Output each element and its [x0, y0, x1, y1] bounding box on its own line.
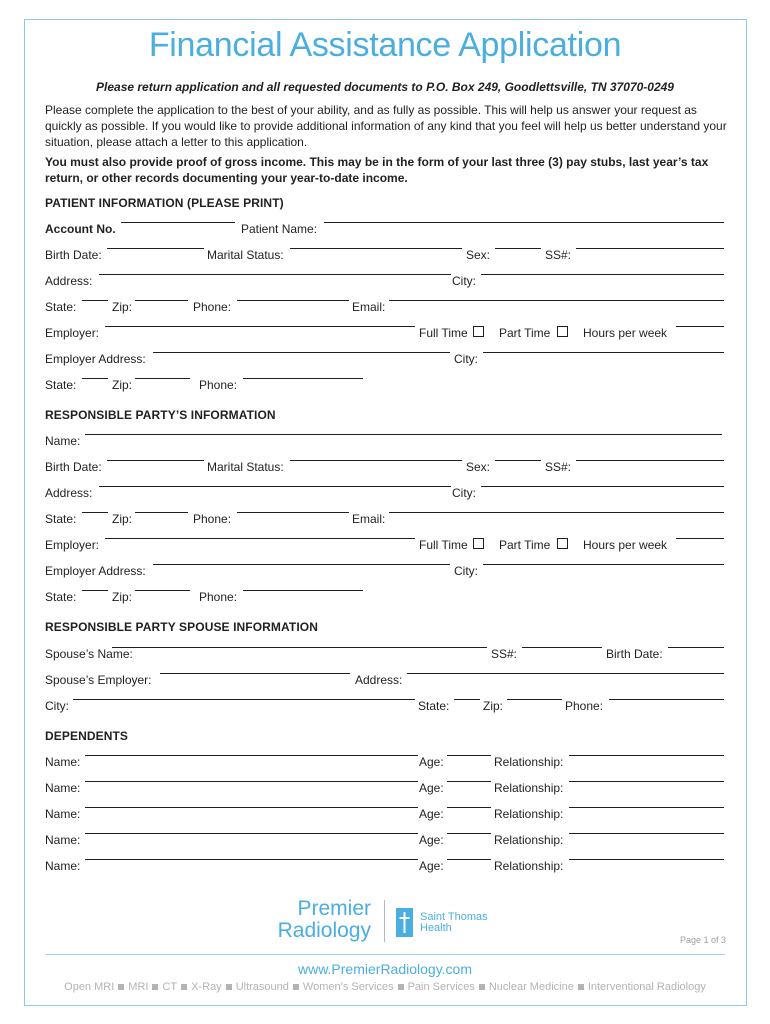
spouse-row-name [45, 647, 725, 663]
rp-birth-date-field[interactable] [107, 460, 204, 461]
spouse-address-field[interactable] [407, 673, 724, 674]
rp-name-field[interactable] [85, 434, 722, 435]
service-item: Women’s Services [302, 981, 394, 993]
rp-address-label: Address: [45, 486, 93, 500]
employer-address-label: Employer Address: [45, 352, 146, 366]
ss-field[interactable] [576, 248, 724, 249]
rp-employer-city-field[interactable] [483, 564, 724, 565]
spouse-row-employer [45, 673, 725, 689]
rp-employer-address-field[interactable] [153, 564, 450, 565]
rp-row-employer [45, 538, 725, 554]
square-bullet-icon [226, 984, 232, 990]
employer-zip-field[interactable] [135, 378, 190, 379]
rp-phone-label: Phone: [193, 512, 232, 526]
spouse-city-label: City: [45, 699, 69, 713]
employer-zip-label: Zip: [112, 378, 133, 392]
dependent-age-field[interactable] [447, 859, 491, 860]
city-field[interactable] [481, 274, 724, 275]
dependent-age-label: Age: [419, 833, 444, 847]
ss-label: SS#: [545, 248, 572, 262]
partner-line-1: Saint Thomas [420, 911, 488, 923]
spouse-employer-label: Spouse’s Employer: [45, 673, 152, 687]
employer-city-label: City: [454, 352, 478, 366]
dependent-relationship-label: Relationship: [494, 781, 564, 795]
dependent-row [45, 755, 725, 771]
patient-row-birth [45, 248, 725, 264]
spouse-zip-field[interactable] [507, 699, 562, 700]
rp-row-address [45, 486, 725, 502]
rp-city-label: City: [452, 486, 476, 500]
square-bullet-icon [578, 984, 584, 990]
dependent-name-field[interactable] [85, 755, 418, 756]
dependent-relationship-field[interactable] [569, 807, 724, 808]
zip-label: Zip: [112, 300, 133, 314]
address-field[interactable] [99, 274, 451, 275]
rp-zip-label: Zip: [112, 512, 133, 526]
account-no-field[interactable] [121, 222, 235, 223]
rp-row-contact [45, 512, 725, 528]
dependent-relationship-field[interactable] [569, 859, 724, 860]
rp-part-time-label: Part Time [499, 538, 551, 552]
services-list [45, 981, 725, 993]
email-field[interactable] [389, 300, 724, 301]
spouse-ss-field[interactable] [522, 647, 602, 648]
section-spouse-information: RESPONSIBLE PARTY SPOUSE INFORMATION [45, 620, 318, 634]
dependent-age-label: Age: [419, 755, 444, 769]
rp-employer-state-field[interactable] [82, 590, 108, 591]
square-bullet-icon [118, 984, 124, 990]
spouse-name-label: Spouse’s Name: [45, 647, 133, 661]
rp-birth-date-label: Birth Date: [45, 460, 102, 474]
employer-address-field[interactable] [153, 352, 450, 353]
return-instructions: Please return application and all requested documents to P.O. Box 249, Goodlettsville, TN 37070-0249 [96, 80, 674, 94]
dependent-name-field[interactable] [85, 833, 418, 834]
service-item: Interventional Radiology [587, 981, 706, 993]
dependent-name-label: Name: [45, 859, 81, 873]
spouse-address-label: Address: [355, 673, 403, 687]
rp-full-time-label: Full Time [419, 538, 468, 552]
rp-marital-status-field[interactable] [290, 460, 462, 461]
dependent-relationship-field[interactable] [569, 755, 724, 756]
intro-paragraph: Please complete the application to the best of your ability, and as fully as possible. This will help us answer your request as quickly as possible. If you would like to provide additional information of any kind that you feel will help us better understand your situation, please attach a letter to this application. [45, 103, 727, 149]
sex-label: Sex: [466, 248, 491, 262]
spouse-zip-label: Zip: [483, 699, 504, 713]
dependent-relationship-label: Relationship: [494, 859, 564, 873]
form-title: Financial Assistance Application [148, 26, 622, 64]
rp-row-employer-address [45, 564, 725, 580]
square-bullet-icon [152, 984, 158, 990]
rp-city-field[interactable] [481, 486, 724, 487]
rp-employer-label: Employer: [45, 538, 100, 552]
employer-city-field[interactable] [483, 352, 724, 353]
rp-employer-state-label: State: [45, 590, 77, 604]
part-time-label: Part Time [499, 326, 551, 340]
rp-employer-zip-label: Zip: [112, 590, 133, 604]
rp-employer-field[interactable] [105, 538, 415, 539]
dependent-age-field[interactable] [447, 807, 491, 808]
dependent-row [45, 807, 725, 823]
premier-radiology-logo [274, 898, 371, 942]
logo-line-radiology: Radiology [277, 919, 371, 942]
rp-hours-per-week-field[interactable] [676, 538, 724, 539]
section-responsible-party: RESPONSIBLE PARTY’S INFORMATION [45, 408, 276, 422]
dependent-relationship-label: Relationship: [494, 807, 564, 821]
dependent-age-label: Age: [419, 807, 444, 821]
rp-state-label: State: [45, 512, 77, 526]
spouse-birth-date-label: Birth Date: [606, 647, 663, 661]
dependent-relationship-field[interactable] [569, 781, 724, 782]
rp-phone-field[interactable] [237, 512, 349, 513]
spouse-city-field[interactable] [73, 699, 415, 700]
rp-ss-label: SS#: [545, 460, 572, 474]
dependent-row [45, 859, 725, 875]
patient-row-employer-state [45, 378, 725, 394]
city-label: City: [452, 274, 476, 288]
dependent-name-label: Name: [45, 833, 81, 847]
phone-field[interactable] [237, 300, 349, 301]
rp-address-field[interactable] [99, 486, 451, 487]
full-time-checkbox[interactable] [473, 326, 484, 337]
rp-ss-field[interactable] [576, 460, 724, 461]
dependent-name-field[interactable] [85, 781, 418, 782]
dependent-name-field[interactable] [85, 859, 418, 860]
spouse-employer-field[interactable] [160, 673, 350, 674]
dependent-row [45, 781, 725, 797]
part-time-checkbox[interactable] [557, 326, 568, 337]
service-item: Ultrasound [235, 981, 289, 993]
rp-hours-per-week-label: Hours per week [583, 538, 668, 552]
square-bullet-icon [398, 984, 404, 990]
spouse-ss-label: SS#: [491, 647, 518, 661]
patient-row-address [45, 274, 725, 290]
section-dependents: DEPENDENTS [45, 729, 129, 743]
rp-zip-field[interactable] [135, 512, 188, 513]
phone-label: Phone: [193, 300, 232, 314]
service-item: Open MRI [64, 981, 115, 993]
square-bullet-icon [293, 984, 299, 990]
full-time-label: Full Time [419, 326, 468, 340]
service-item: Pain Services [407, 981, 475, 993]
spouse-state-field[interactable] [454, 699, 480, 700]
employer-phone-label: Phone: [199, 378, 238, 392]
dependent-age-label: Age: [419, 859, 444, 873]
rp-employer-phone-label: Phone: [199, 590, 238, 604]
rp-sex-field[interactable] [495, 460, 541, 461]
employer-state-label: State: [45, 378, 77, 392]
logo-divider [384, 900, 385, 942]
service-item: MRI [128, 981, 149, 993]
rp-marital-status-label: Marital Status: [207, 460, 284, 474]
patient-row-employer-address [45, 352, 725, 368]
spouse-row-city [45, 699, 725, 715]
dependent-row [45, 833, 725, 849]
patient-row-account [45, 222, 725, 238]
rp-row-name [45, 434, 725, 450]
spouse-state-label: State: [418, 699, 450, 713]
marital-status-label: Marital Status: [207, 248, 284, 262]
partner-line-2: Health [420, 922, 452, 934]
hours-per-week-field[interactable] [676, 326, 724, 327]
cross-icon [396, 908, 413, 937]
saint-thomas-health-logo [420, 912, 488, 934]
rp-sex-label: Sex: [466, 460, 491, 474]
employer-phone-field[interactable] [243, 378, 363, 379]
account-no-label: Account No. [45, 222, 116, 236]
rp-employer-phone-field[interactable] [243, 590, 363, 591]
hours-per-week-label: Hours per week [583, 326, 668, 340]
spouse-birth-date-field[interactable] [668, 647, 724, 648]
rp-part-time-checkbox[interactable] [557, 538, 568, 549]
patient-row-contact [45, 300, 725, 316]
dependent-name-label: Name: [45, 807, 81, 821]
rp-employer-zip-field[interactable] [135, 590, 190, 591]
dependent-age-label: Age: [419, 781, 444, 795]
rp-row-employer-state [45, 590, 725, 606]
dependent-relationship-label: Relationship: [494, 833, 564, 847]
square-bullet-icon [479, 984, 485, 990]
spouse-phone-label: Phone: [565, 699, 604, 713]
rp-email-field[interactable] [389, 512, 724, 513]
spouse-name-field[interactable] [112, 647, 487, 648]
rp-email-label: Email: [352, 512, 386, 526]
service-item: CT [162, 981, 178, 993]
square-bullet-icon [181, 984, 187, 990]
employer-label: Employer: [45, 326, 100, 340]
rp-full-time-checkbox[interactable] [473, 538, 484, 549]
logo-line-premier: Premier [297, 897, 371, 920]
patient-name-field[interactable] [324, 222, 724, 223]
dependent-name-field[interactable] [85, 807, 418, 808]
rp-name-label: Name: [45, 434, 81, 448]
sex-field[interactable] [495, 248, 541, 249]
website-link[interactable]: www.PremierRadiology.com [297, 961, 472, 977]
dependent-name-label: Name: [45, 781, 81, 795]
service-item: Nuclear Medicine [488, 981, 574, 993]
birth-date-field[interactable] [107, 248, 204, 249]
section-patient-information: PATIENT INFORMATION (PLEASE PRINT) [45, 196, 284, 210]
dependent-name-label: Name: [45, 755, 81, 769]
proof-of-income-notice: You must also provide proof of gross income. This may be in the form of your last three (3) pay stubs, last year’s tax return, or other records documenting your year-to-date income. [45, 155, 709, 185]
zip-field[interactable] [135, 300, 188, 301]
patient-name-label: Patient Name: [241, 222, 318, 236]
employer-field[interactable] [105, 326, 415, 327]
service-item: X-Ray [191, 981, 222, 993]
employer-state-field[interactable] [82, 378, 108, 379]
rp-employer-address-label: Employer Address: [45, 564, 146, 578]
marital-status-field[interactable] [290, 248, 462, 249]
rp-state-field[interactable] [82, 512, 108, 513]
patient-row-employer [45, 326, 725, 342]
rp-employer-city-label: City: [454, 564, 478, 578]
spouse-phone-field[interactable] [609, 699, 724, 700]
state-field[interactable] [82, 300, 108, 301]
rp-row-birth [45, 460, 725, 476]
state-label: State: [45, 300, 77, 314]
dependent-relationship-field[interactable] [569, 833, 724, 834]
dependent-age-field[interactable] [447, 833, 491, 834]
dependent-relationship-label: Relationship: [494, 755, 564, 769]
page-number: Page 1 of 3 [680, 935, 727, 945]
email-label: Email: [352, 300, 386, 314]
dependent-age-field[interactable] [447, 755, 491, 756]
address-label: Address: [45, 274, 93, 288]
dependent-age-field[interactable] [447, 781, 491, 782]
footer-divider [45, 954, 725, 955]
birth-date-label: Birth Date: [45, 248, 102, 262]
